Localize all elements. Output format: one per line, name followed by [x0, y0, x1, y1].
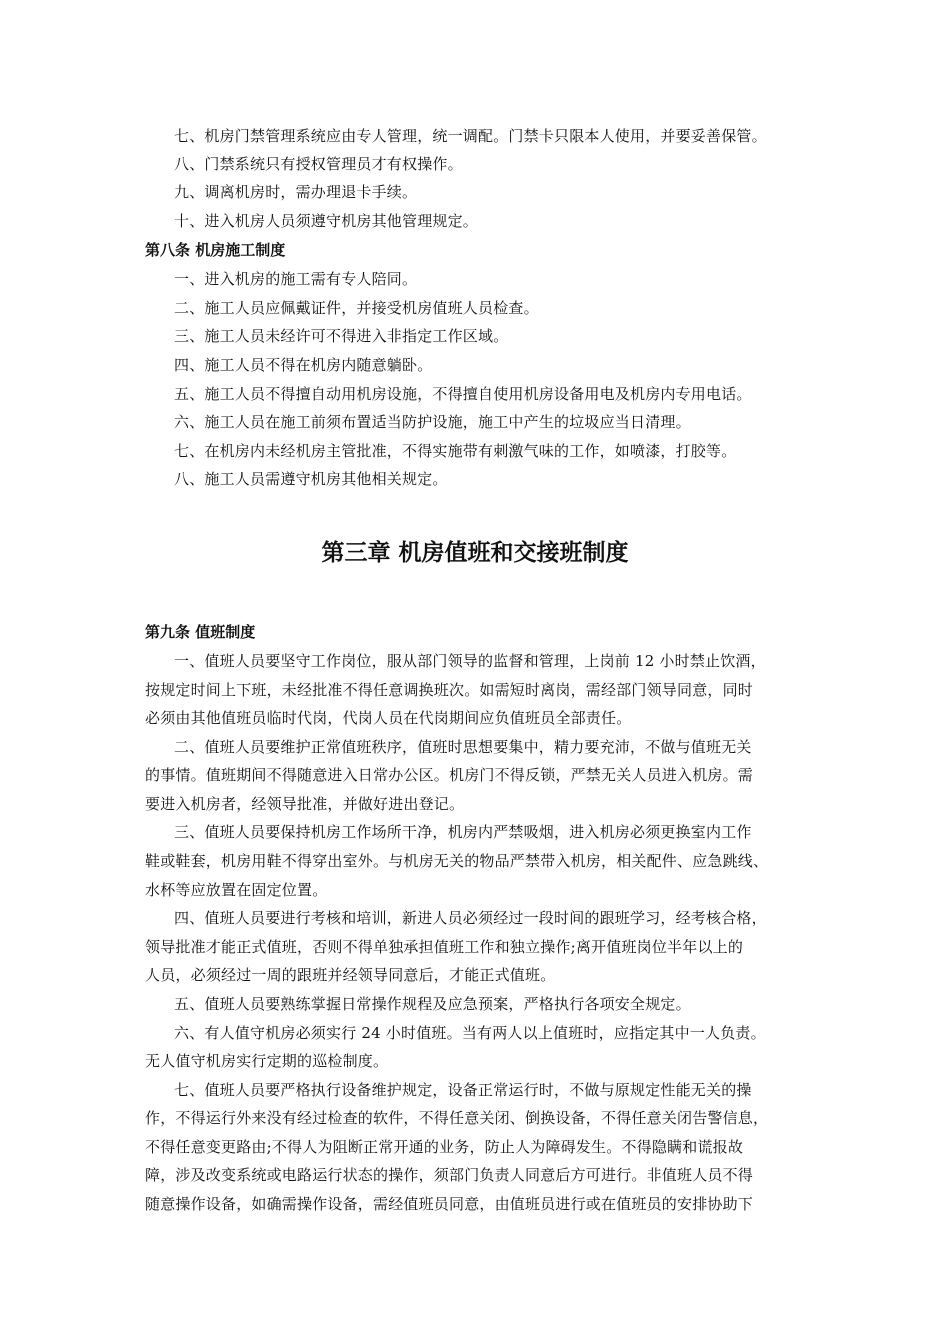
paragraph-line: 必须由其他值班员临时代岗，代岗人员在代岗期间应负值班员全部责任。: [145, 709, 632, 727]
chapter-title: 第三章 机房值班和交接班制度: [321, 540, 629, 566]
paragraph-line: 三、值班人员要保持机房工作场所干净，机房内严禁吸烟，进入机房必须更换室内工作: [174, 823, 752, 841]
paragraph-line: 五、值班人员要熟练掌握日常操作规程及应急预案，严格执行各项安全规定。: [174, 995, 691, 1013]
list-item: 一、进入机房的施工需有专人陪同。: [174, 270, 418, 288]
paragraph-line: 随意操作设备，如确需操作设备，需经值班员同意，由值班员进行或在值班员的安排协助下: [145, 1195, 754, 1213]
paragraph-line: 人员，必须经过一周的跟班并经领导同意后，才能正式值班。: [145, 966, 556, 984]
paragraph-line: 七、值班人员要严格执行设备维护规定，设备正常运行时，不做与原规定性能无关的操: [174, 1081, 752, 1099]
paragraph-line: 四、值班人员要进行考核和培训，新进人员必须经过一段时间的跟班学习，经考核合格，: [174, 909, 767, 927]
paragraph-line: 按规定时间上下班，未经批准不得任意调换班次。如需短时离岗，需经部门领导同意，同时: [145, 681, 754, 699]
paragraph-line: 要进入机房者，经领导批准，并做好进出登记。: [145, 795, 465, 813]
article9-heading: 第九条 值班制度: [145, 623, 256, 641]
paragraph-line: 无人值守机房实行定期的巡检制度。: [145, 1052, 389, 1070]
list-item: 十、进入机房人员须遵守机房其他管理规定。: [174, 212, 479, 230]
paragraph-line: 二、值班人员要维护正常值班秩序，值班时思想要集中，精力要充沛，不做与值班无关: [174, 738, 752, 756]
paragraph-line: 鞋或鞋套，机房用鞋不得穿出室外。与机房无关的物品严禁带入机房，相关配件、应急跳线、: [145, 852, 769, 870]
paragraph-line: 障，涉及改变系统或电路运行状态的操作，须部门负责人同意后方可进行。非值班人员不得: [145, 1166, 754, 1184]
list-item: 二、施工人员应佩戴证件，并接受机房值班人员检查。: [174, 299, 539, 317]
paragraph-line: 一、值班人员要坚守工作岗位，服从部门领导的监督和管理，上岗前 12 小时禁止饮酒，: [174, 652, 766, 670]
paragraph-line: 不得任意变更路由;不得人为阻断正常开通的业务，防止人为障碍发生。不得隐瞒和谎报故: [145, 1138, 744, 1156]
paragraph-line: 水杯等应放置在固定位置。: [145, 881, 328, 899]
list-item: 八、门禁系统只有授权管理员才有权操作。: [174, 155, 463, 173]
list-item: 四、施工人员不得在机房内随意躺卧。: [174, 356, 433, 374]
paragraph-line: 作，不得运行外来没有经过检查的软件，不得任意关闭、倒换设备，不得任意关闭告警信息，: [145, 1109, 769, 1127]
list-item: 五、施工人员不得擅自动用机房设施，不得擅自使用机房设备用电及机房内专用电话。: [174, 385, 752, 403]
list-item: 八、施工人员需遵守机房其他相关规定。: [174, 470, 448, 488]
list-item: 九、调离机房时，需办理退卡手续。: [174, 183, 418, 201]
article8-heading: 第八条 机房施工制度: [145, 241, 286, 259]
list-item: 七、在机房内未经机房主管批准，不得实施带有刺激气味的工作，如喷漆，打胶等。: [174, 442, 737, 460]
list-item: 三、施工人员未经许可不得进入非指定工作区域。: [174, 327, 509, 345]
paragraph-line: 的事情。值班期间不得随意进入日常办公区。机房门不得反锁，严禁无关人员进入机房。需: [145, 766, 754, 784]
paragraph-line: 领导批准才能正式值班，否则不得单独承担值班工作和独立操作;离开值班岗位半年以上的: [145, 938, 744, 956]
list-item: 七、机房门禁管理系统应由专人管理，统一调配。门禁卡只限本人使用，并要妥善保管。: [174, 127, 767, 145]
list-item: 六、施工人员在施工前须布置适当防护设施，施工中产生的垃圾应当日清理。: [174, 413, 691, 431]
paragraph-line: 六、有人值守机房必须实行 24 小时值班。当有两人以上值班时，应指定其中一人负责。: [174, 1024, 766, 1042]
